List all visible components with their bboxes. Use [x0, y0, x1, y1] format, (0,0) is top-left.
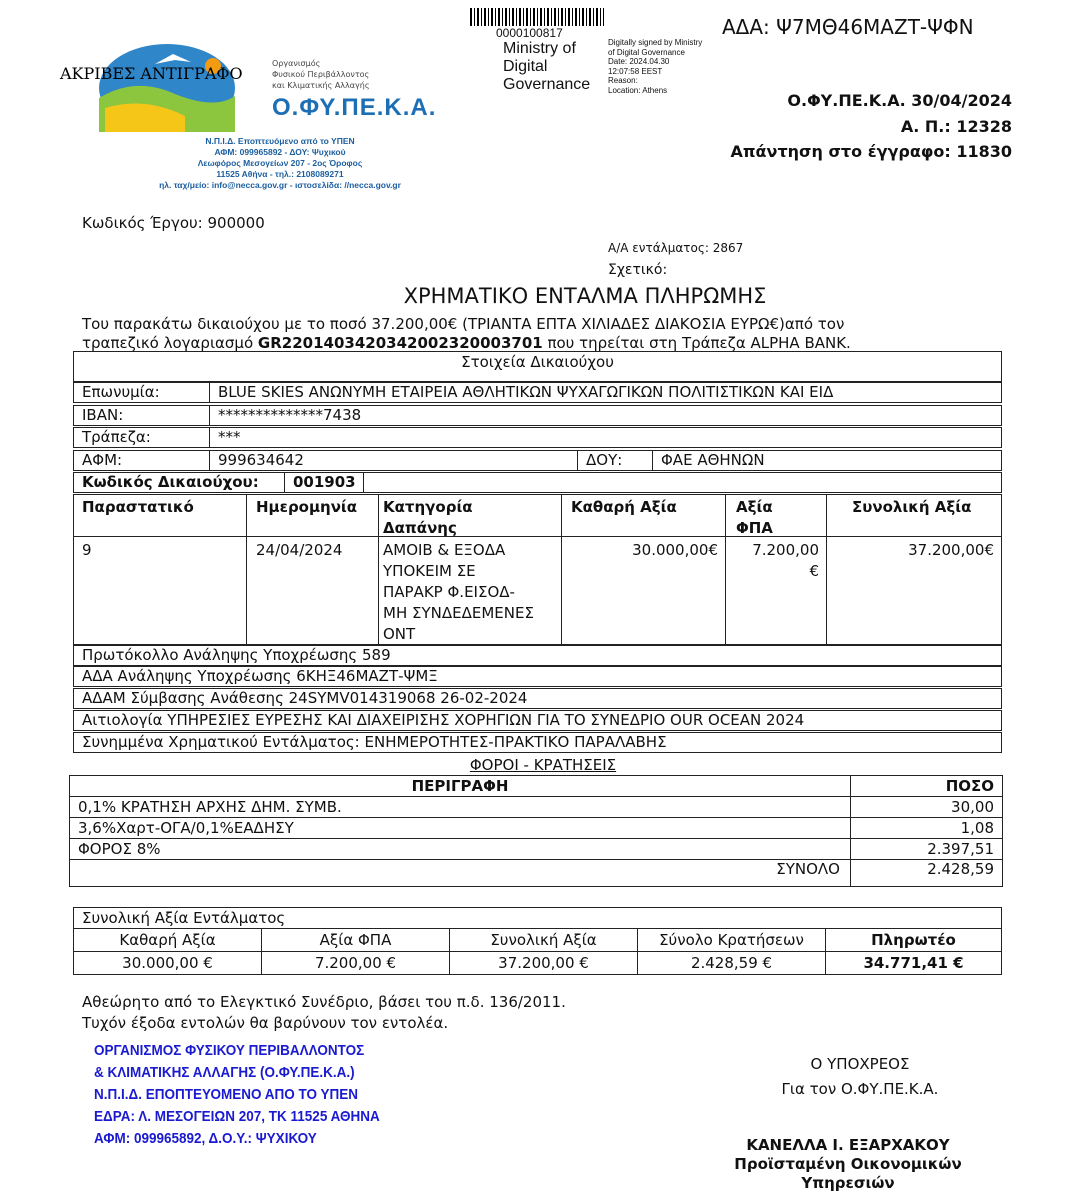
code-label: Κωδικός Δικαιούχου: — [82, 473, 259, 491]
taxes-title: ΦΟΡΟΙ - ΚΡΑΤΗΣΕΙΣ — [469, 756, 617, 774]
col-net-header: Καθαρή Αξία — [571, 498, 677, 516]
org-line: Οργανισμός — [272, 59, 321, 68]
attachments-text: Συνημμένα Χρηματικού Εντάλματος: ΕΝΗΜΕΡΟΤΗΤΕΣ-ΠΡΑΚΤΙΚΟ ΠΑΡΑΛΑΒΗΣ — [82, 733, 667, 751]
code-value: 001903 — [284, 473, 364, 492]
intro-line-2 — [82, 334, 851, 352]
taxes-amount-header: ΠΟΣΟ — [851, 776, 1003, 797]
barcode — [470, 8, 604, 26]
totals-table — [73, 928, 1002, 975]
invoice-doc: 9 — [82, 541, 92, 559]
seal-line: & ΚΛΙΜΑΤΙΚΗΣ ΑΛΛΑΓΗΣ (Ο.ΦΥ.ΠΕ.Κ.Α.) — [94, 1064, 355, 1081]
header-protocol: Α. Π.: 12328 — [900, 117, 1012, 136]
certified-copy-stamp: ΑΚΡΙΒΕΣ ΑΝΤΙΓΡΑΦΟ — [60, 64, 243, 83]
category-header-line: Δαπάνης — [383, 519, 457, 537]
totals-title-box — [73, 907, 1002, 929]
invoice-net: 30.000,00€ — [632, 541, 718, 559]
total-deductions-header: Σύνολο Κρατήσεων — [638, 929, 826, 952]
protocol-text: Πρωτόκολλο Ανάληψης Υποχρέωσης 589 — [82, 646, 391, 664]
invoice-vat — [725, 540, 819, 582]
bank-account: GR2201403420342002320003701 — [257, 334, 543, 352]
category-line: ΟΝΤ — [383, 625, 416, 643]
footer-note: Τυχόν έξοδα εντολών θα βαρύνουν τον εντολέα. — [82, 1014, 449, 1032]
vat-line: € — [809, 562, 819, 580]
seal-line: Ν.Π.Ι.Δ. ΕΠΟΠΤΕΥΟΜΕΝΟ ΑΠΟ ΤΟ ΥΠΕΝ — [94, 1086, 358, 1103]
project-code: Κωδικός Έργου: 900000 — [82, 214, 265, 232]
signature-line: Digitally signed by Ministry — [608, 38, 703, 47]
tax-amount: 1,08 — [851, 818, 1003, 839]
row-iban — [73, 405, 1002, 426]
org-name-lines — [272, 58, 370, 91]
totals-title: Συνολική Αξία Εντάλματος — [82, 909, 286, 927]
aitiologia-text: Αιτιολογία ΥΠΗΡΕΣΙΕΣ ΕΥΡΕΣΗΣ ΚΑΙ ΔΙΑΧΕΙΡΙΣΗΣ ΧΟΡΗΓΙΩΝ ΓΙΑ ΤΟ ΣΥΝΕΔΡΙΟ OUR OCEAN 2024 — [82, 711, 805, 729]
signer-role: Υπηρεσιών — [801, 1174, 895, 1192]
col-vat-header — [736, 497, 773, 539]
intro-line-1: Του παρακάτω δικαιούχου με το ποσό 37.200,00€ (ΤΡΙΑΝΤΑ ΕΠΤΑ ΧΙΛΙΑΔΕΣ ΔΙΑΚΟΣΙΑ ΕΥΡΩ€)από τον — [82, 315, 845, 333]
signer-name: ΚΑΝΕΛΛΑ Ι. ΕΞΑΡΧΑΚΟΥ — [746, 1136, 950, 1154]
header-reply: Απάντηση στο έγγραφο: 11830 — [730, 142, 1012, 161]
total-net-header: Καθαρή Αξία — [74, 929, 262, 952]
row-adam — [73, 688, 1002, 709]
doy-value: ΦΑΕ ΑΘΗΝΩΝ — [652, 451, 1001, 470]
intro-prefix: τραπεζικό λογαριασμό — [82, 334, 258, 352]
org-info-line: 11525 Αθήνα - τηλ.: 2108089271 — [216, 169, 344, 179]
signer-role: Προϊσταμένη Οικονομικών — [734, 1155, 962, 1173]
iban-label: IBAN: — [82, 406, 124, 424]
category-line: ΜΗ ΣΥΝΔΕΔΕΜΕΝΕΣ — [383, 604, 534, 622]
signature-line: of Digital Governance — [608, 47, 685, 57]
category-line: ΑΜΟΙΒ & ΕΞΟΔΑ — [383, 541, 506, 559]
org-info-line: Ν.Π.Ι.Δ. Εποπτευόμενο από το ΥΠΕΝ — [205, 136, 355, 146]
col-total-header: Συνολική Αξία — [852, 498, 972, 516]
seal-line: ΟΡΓΑΝΙΣΜΟΣ ΦΥΣΙΚΟΥ ΠΕΡΙΒΑΛΛΟΝΤΟΣ — [94, 1042, 365, 1059]
row-beneficiary-code — [73, 472, 1002, 493]
seal-line: ΑΦΜ: 099965892, Δ.Ο.Υ.: ΨΥΧΙΚΟΥ — [94, 1130, 317, 1147]
category-line: ΠΑΡΑΚΡ Φ.ΕΙΣΟΔ- — [383, 583, 515, 601]
taxes-table — [69, 775, 1003, 887]
taxes-sum-value: 2.428,59 — [851, 860, 1003, 887]
org-info-block — [100, 136, 460, 191]
org-acronym: Ο.ΦΥ.ΠΕ.Κ.Α. — [272, 94, 437, 121]
tax-amount: 2.397,51 — [851, 839, 1003, 860]
bank-label: Τράπεζα: — [82, 428, 151, 446]
row-afm — [73, 450, 1002, 471]
invoice-total: 37.200,00€ — [908, 541, 994, 559]
tax-desc: 0,1% ΚΡΑΤΗΣΗ ΑΡΧΗΣ ΔΗΜ. ΣΥΜΒ. — [70, 797, 851, 818]
obligor-org: Για τον Ο.ΦΥ.ΠΕ.Κ.Α. — [781, 1080, 939, 1098]
org-line: και Κλιματικής Αλλαγής — [272, 81, 370, 90]
total-vat-header: Αξία ΦΠΑ — [262, 929, 450, 952]
col-date-header: Ημερομηνία — [256, 498, 358, 516]
obligor-title: Ο ΥΠΟΧΡΕΟΣ — [810, 1055, 910, 1073]
beneficiary-title: Στοιχεία Δικαιούχου — [461, 353, 614, 371]
taxes-sum-label: ΣΥΝΟΛΟ — [70, 860, 851, 887]
total-vat-value: 7.200,00 € — [262, 952, 450, 975]
total-payable-value: 34.771,41 € — [826, 952, 1002, 975]
vat-header-line: ΦΠΑ — [736, 519, 773, 537]
col-category-header — [383, 497, 473, 539]
signature-line: 12:07:58 EEST — [608, 66, 663, 76]
digital-signature-info — [608, 38, 702, 95]
org-info-line: Λεωφόρος Μεσογείων 207 - 2ος Όροφος — [197, 158, 363, 168]
row-ada-commit — [73, 666, 1002, 687]
org-line: Φυσικού Περιβάλλοντος — [272, 70, 370, 79]
category-line: ΥΠΟΚΕΙΜ ΣΕ — [383, 562, 476, 580]
invoice-category — [383, 540, 553, 645]
name-label: Επωνυμία: — [82, 383, 160, 401]
afm-label: ΑΦΜ: — [82, 451, 123, 469]
ada-code: ΑΔΑ: Ψ7ΜΘ46ΜΑΖΤ-ΨΦΝ — [722, 15, 974, 39]
total-gross-header: Συνολική Αξία — [450, 929, 638, 952]
total-gross-value: 37.200,00 € — [450, 952, 638, 975]
organization-logo — [95, 36, 265, 132]
document-title: ΧΡΗΜΑΤΙΚΟ ΕΝΤΑΛΜΑ ΠΛΗΡΩΜΗΣ — [403, 284, 767, 308]
afm-value: 999634642 — [209, 451, 577, 470]
intro-suffix: που τηρείται στη Τράπεζα ALPHA BANK. — [542, 334, 851, 352]
invoice-date: 24/04/2024 — [256, 541, 343, 559]
row-aitiologia — [73, 710, 1002, 731]
vat-line: 7.200,00 — [752, 541, 819, 559]
footer-notes — [82, 992, 566, 1034]
taxes-desc-header: ΠΕΡΙΓΡΑΦΗ — [70, 776, 851, 797]
order-number: Α/Α εντάλματος: 2867 — [608, 241, 744, 255]
tax-desc: ΦΟΡΟΣ 8% — [70, 839, 851, 860]
org-info-line: ΑΦΜ: 099965892 - ΔΟΥ: Ψυχικού — [214, 147, 346, 157]
row-protocol — [73, 645, 1002, 666]
ministry-label — [503, 40, 590, 94]
bank-value: *** — [209, 428, 1001, 447]
header-org-date: Ο.ΦΥ.ΠΕ.Κ.Α. 30/04/2024 — [787, 91, 1012, 110]
seal-line: ΕΔΡΑ: Λ. ΜΕΣΟΓΕΙΩΝ 207, ΤΚ 11525 ΑΘΗΝΑ — [94, 1108, 380, 1125]
total-deductions-value: 2.428,59 € — [638, 952, 826, 975]
total-net-value: 30.000,00 € — [74, 952, 262, 975]
invoice-table — [73, 494, 1002, 645]
tax-desc: 3,6%Χαρτ-ΟΓΑ/0,1%ΕΑΔΗΣΥ — [70, 818, 851, 839]
organization-seal — [94, 1040, 380, 1150]
row-bank — [73, 427, 1002, 448]
signature-line: Location: Athens — [608, 85, 668, 95]
barcode-number: 0000100817 — [496, 26, 563, 40]
ministry-line: Digital — [503, 58, 548, 75]
ministry-line: Ministry of — [503, 40, 576, 57]
ada-commit-text: ΑΔΑ Ανάληψης Υποχρέωσης 6ΚΗΞ46ΜΑΖΤ-ΨΜΞ — [82, 667, 438, 685]
category-header-line: Κατηγορία — [383, 498, 473, 516]
name-value: BLUE SKIES ΑΝΩΝΥΜΗ ΕΤΑΙΡΕΙΑ ΑΘΛΗΤΙΚΩΝ ΨΥΧΑΓΩΓΙΚΩΝ ΠΟΛΙΤΙΣΤΙΚΩΝ ΚΑΙ ΕΙΔ — [209, 383, 1001, 402]
tax-amount: 30,00 — [851, 797, 1003, 818]
vat-header-line: Αξία — [736, 498, 773, 516]
adam-text: ΑΔΑΜ Σύμβασης Ανάθεσης 24SYMV014319068 26-02-2024 — [82, 689, 528, 707]
ministry-line: Governance — [503, 76, 591, 93]
row-name — [73, 382, 1002, 403]
footer-note: Αθεώρητο από το Ελεγκτικό Συνέδριο, βάσει του π.δ. 136/2011. — [82, 993, 566, 1011]
doy-label: ΔΟΥ: — [577, 451, 652, 470]
signer-block — [718, 1136, 978, 1193]
obligor-block — [740, 1052, 980, 1102]
total-payable-header: Πληρωτέο — [826, 929, 1002, 952]
row-attachments — [73, 732, 1002, 753]
related-label: Σχετικό: — [608, 262, 668, 278]
org-info-line: ηλ. ταχ/μείο: info@necca.gov.gr - ιστοσελίδα: //necca.gov.gr — [159, 180, 401, 190]
col-doc-header: Παραστατικό — [82, 498, 194, 516]
signature-line: Reason: — [608, 76, 638, 85]
iban-value: **************7438 — [209, 406, 1001, 425]
signature-line: Date: 2024.04.30 — [608, 57, 670, 66]
